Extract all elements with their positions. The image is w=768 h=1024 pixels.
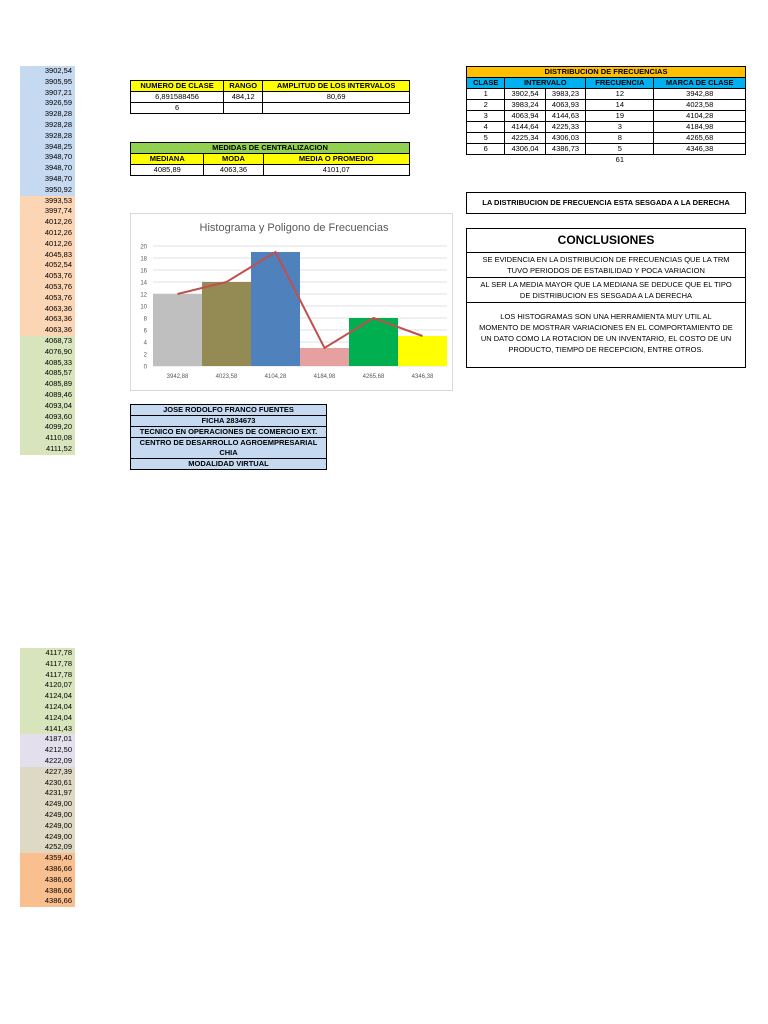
y-tick-label: 2 (143, 352, 147, 359)
freq-cell: 4184,98 (654, 122, 746, 133)
column-a-cell: 3948,70 (20, 163, 75, 174)
freq-cell: 5 (586, 144, 654, 155)
cell-empty (263, 103, 410, 114)
author-name: JOSE RODOLFO FRANCO FUENTES (131, 405, 327, 416)
cell-clases-redondeado: 6 (131, 103, 224, 114)
author-ficha: FICHA 2834673 (131, 416, 327, 427)
column-a-cell: 3950,92 (20, 185, 75, 196)
freq-cell: 4346,38 (654, 144, 746, 155)
freq-cell: 4 (467, 122, 505, 133)
column-a-cell: 4386,66 (20, 896, 75, 907)
conclusion-2: AL SER LA MEDIA MAYOR QUE LA MEDIANA SE DEDUCE QUE EL TIPO DE DISTRIBUCION ES SESGADA A LA DERECHA (467, 278, 745, 303)
header-media: MEDIA O PROMEDIO (263, 154, 410, 165)
freq-cell: 6 (467, 144, 505, 155)
column-a-cell: 4117,78 (20, 648, 75, 659)
column-a-cell: 4249,00 (20, 821, 75, 832)
column-a-cell: 3928,28 (20, 131, 75, 142)
frequency-table (466, 66, 746, 165)
author-mode: MODALIDAD VIRTUAL (131, 459, 327, 470)
freq-cell: 8 (586, 133, 654, 144)
header-numero-clase: NUMERO DE CLASE (131, 81, 224, 92)
freq-cell: 5 (467, 133, 505, 144)
cell-numero-clase: 6,891588456 (131, 92, 224, 103)
column-a-cell: 4089,46 (20, 390, 75, 401)
header-rango: RANGO (224, 81, 263, 92)
column-a-cell: 4111,52 (20, 444, 75, 455)
freq-cell: 4063,93 (545, 100, 585, 111)
table-row (467, 122, 746, 133)
freq-total-spacer (545, 155, 585, 166)
freq-cell: 3 (467, 111, 505, 122)
header-mediana: MEDIANA (131, 154, 204, 165)
column-a-cell: 4230,61 (20, 778, 75, 789)
column-a-cell: 4052,54 (20, 260, 75, 271)
column-a-values-top (20, 66, 75, 455)
freq-total-spacer (654, 155, 746, 166)
column-a-cell: 4386,66 (20, 864, 75, 875)
author-program: TECNICO EN OPERACIONES DE COMERCIO EXT. (131, 427, 327, 438)
column-a-cell: 4249,00 (20, 832, 75, 843)
column-a-cell: 4249,00 (20, 799, 75, 810)
column-a-cell: 3993,53 (20, 196, 75, 207)
conclusions-title: CONCLUSIONES (467, 229, 745, 253)
table-row (467, 100, 746, 111)
column-a-cell: 4117,78 (20, 670, 75, 681)
freq-cell: 14 (586, 100, 654, 111)
column-a-cell: 4124,04 (20, 691, 75, 702)
skew-note: LA DISTRIBUCION DE FRECUENCIA ESTA SESGADA A LA DERECHA (466, 192, 746, 214)
column-a-cell: 4386,66 (20, 886, 75, 897)
central-measures-table (130, 142, 410, 176)
column-a-cell: 3902,54 (20, 66, 75, 77)
column-a-cell: 4099,20 (20, 422, 75, 433)
column-a-cell: 4012,26 (20, 239, 75, 250)
column-a-cell: 3928,28 (20, 120, 75, 131)
y-tick-label: 14 (140, 280, 147, 287)
histogram-chart (130, 213, 453, 391)
freq-total-spacer (467, 155, 505, 166)
header-amplitud: AMPLITUD DE LOS INTERVALOS (263, 81, 410, 92)
x-tick-label: 3942,88 (166, 374, 189, 380)
column-a-cell: 4063,36 (20, 314, 75, 325)
header-moda: MODA (204, 154, 263, 165)
column-a-cell: 3928,28 (20, 109, 75, 120)
histogram-bar (398, 336, 447, 366)
header-intervalo: INTERVALO (505, 78, 586, 89)
author-city: CHIA (131, 448, 327, 459)
column-a-cell: 4085,89 (20, 379, 75, 390)
column-a-cell: 4359,40 (20, 853, 75, 864)
column-a-cell: 4076,90 (20, 347, 75, 358)
x-tick-label: 4184,98 (313, 374, 336, 380)
column-a-cell: 3948,70 (20, 152, 75, 163)
y-tick-label: 10 (140, 304, 147, 311)
y-tick-label: 18 (140, 256, 147, 263)
author-table (130, 404, 327, 470)
freq-cell: 4225,34 (505, 133, 545, 144)
column-a-cell: 3997,74 (20, 206, 75, 217)
column-a-cell: 4386,66 (20, 875, 75, 886)
freq-cell: 3942,88 (654, 89, 746, 100)
column-a-cell: 4117,78 (20, 659, 75, 670)
histogram-bar (300, 348, 349, 366)
cell-rango: 484,12 (224, 92, 263, 103)
column-a-cell: 4053,76 (20, 271, 75, 282)
freq-cell: 4225,33 (545, 122, 585, 133)
column-a-cell: 3948,70 (20, 174, 75, 185)
freq-cell: 4265,68 (654, 133, 746, 144)
x-tick-label: 4265,68 (362, 374, 385, 380)
column-a-cell: 4187,01 (20, 734, 75, 745)
column-a-cell: 4231,97 (20, 788, 75, 799)
freq-cell: 19 (586, 111, 654, 122)
freq-cell: 4023,58 (654, 100, 746, 111)
value-mediana: 4085,89 (131, 165, 204, 176)
table-row (467, 111, 746, 122)
column-a-cell: 4110,08 (20, 433, 75, 444)
column-a-cell: 4063,36 (20, 304, 75, 315)
cell-amplitud: 80,69 (263, 92, 410, 103)
column-a-cell: 4012,26 (20, 228, 75, 239)
freq-cell: 4386,73 (545, 144, 585, 155)
column-a-cell: 4053,76 (20, 282, 75, 293)
chart-title: Histograma y Poligono de Frecuencias (199, 222, 389, 234)
freq-cell: 4063,94 (505, 111, 545, 122)
y-tick-label: 4 (143, 340, 147, 347)
column-a-cell: 3907,21 (20, 88, 75, 99)
cell-empty (224, 103, 263, 114)
freq-cell: 4144,63 (545, 111, 585, 122)
freq-cell: 4306,03 (545, 133, 585, 144)
freq-cell: 3983,24 (505, 100, 545, 111)
freq-cell: 3 (586, 122, 654, 133)
table-row (467, 144, 746, 155)
freq-cell: 2 (467, 100, 505, 111)
table-row (467, 89, 746, 100)
column-a-cell: 4124,04 (20, 702, 75, 713)
column-a-values-bottom (20, 648, 75, 907)
column-a-cell: 4212,50 (20, 745, 75, 756)
freq-cell: 3902,54 (505, 89, 545, 100)
column-a-cell: 4045,83 (20, 250, 75, 261)
column-a-cell: 4068,73 (20, 336, 75, 347)
y-tick-label: 20 (140, 244, 147, 251)
column-a-cell: 4063,36 (20, 325, 75, 336)
freq-cell: 4104,28 (654, 111, 746, 122)
y-tick-label: 16 (140, 268, 147, 275)
column-a-cell: 3948,25 (20, 142, 75, 153)
column-a-cell: 4141,43 (20, 724, 75, 735)
freq-cell: 3983,23 (545, 89, 585, 100)
freq-cell: 4144,64 (505, 122, 545, 133)
freq-cell: 4306,04 (505, 144, 545, 155)
class-table (130, 80, 410, 114)
histogram-bar (153, 294, 202, 366)
y-tick-label: 6 (143, 328, 147, 335)
column-a-cell: 3905,95 (20, 77, 75, 88)
column-a-cell: 4012,26 (20, 217, 75, 228)
central-title: MEDIDAS DE CENTRALIZACION (131, 143, 410, 154)
freq-title: DISTRIBUCION DE FRECUENCIAS (467, 67, 746, 78)
column-a-cell: 3926,59 (20, 98, 75, 109)
column-a-cell: 4124,04 (20, 713, 75, 724)
conclusions-box (466, 228, 746, 368)
header-marca-clase: MARCA DE CLASE (654, 78, 746, 89)
column-a-cell: 4249,00 (20, 810, 75, 821)
conclusion-1: SE EVIDENCIA EN LA DISTRIBUCION DE FRECUENCIAS QUE LA TRM TUVO PERIODOS DE ESTABILIDAD Y POCA VARIACION (467, 253, 745, 278)
histogram-bar (251, 252, 300, 366)
column-a-cell: 4053,76 (20, 293, 75, 304)
y-tick-label: 0 (143, 364, 147, 371)
freq-cell: 1 (467, 89, 505, 100)
x-tick-label: 4346,38 (411, 374, 434, 380)
column-a-cell: 4093,04 (20, 401, 75, 412)
column-a-cell: 4227,39 (20, 767, 75, 778)
histogram-svg (131, 214, 452, 390)
column-a-cell: 4222,09 (20, 756, 75, 767)
value-media: 4101,07 (263, 165, 410, 176)
header-frecuencia: FRECUENCIA (586, 78, 654, 89)
author-center: CENTRO DE DESARROLLO AGROEMPRESARIAL (131, 438, 327, 449)
freq-total: 61 (615, 155, 624, 164)
freq-total-spacer (505, 155, 545, 166)
column-a-cell: 4085,57 (20, 368, 75, 379)
value-moda: 4063,36 (204, 165, 263, 176)
conclusion-3: LOS HISTOGRAMAS SON UNA HERRAMIENTA MUY UTIL AL MOMENTO DE MOSTRAR VARIACIONES EN EL COMPORTAMIENTO DE UN DATO COMO LA ROTACION DE UN INVENTARIO, EL COSTO DE UN PRODUCTO, TIEMPO DE RECEPCION, ENTRE OTROS. (479, 312, 733, 354)
x-tick-label: 4023,58 (215, 374, 238, 380)
y-tick-label: 12 (140, 292, 147, 299)
column-a-cell: 4252,09 (20, 842, 75, 853)
y-tick-label: 8 (143, 316, 147, 323)
table-row-total (467, 155, 746, 166)
table-row (467, 133, 746, 144)
column-a-cell: 4085,33 (20, 358, 75, 369)
x-tick-label: 4104,28 (264, 374, 287, 380)
histogram-bar (202, 282, 251, 366)
freq-cell: 12 (586, 89, 654, 100)
column-a-cell: 4120,07 (20, 680, 75, 691)
column-a-cell: 4093,60 (20, 412, 75, 423)
header-clase: CLASE (467, 78, 505, 89)
